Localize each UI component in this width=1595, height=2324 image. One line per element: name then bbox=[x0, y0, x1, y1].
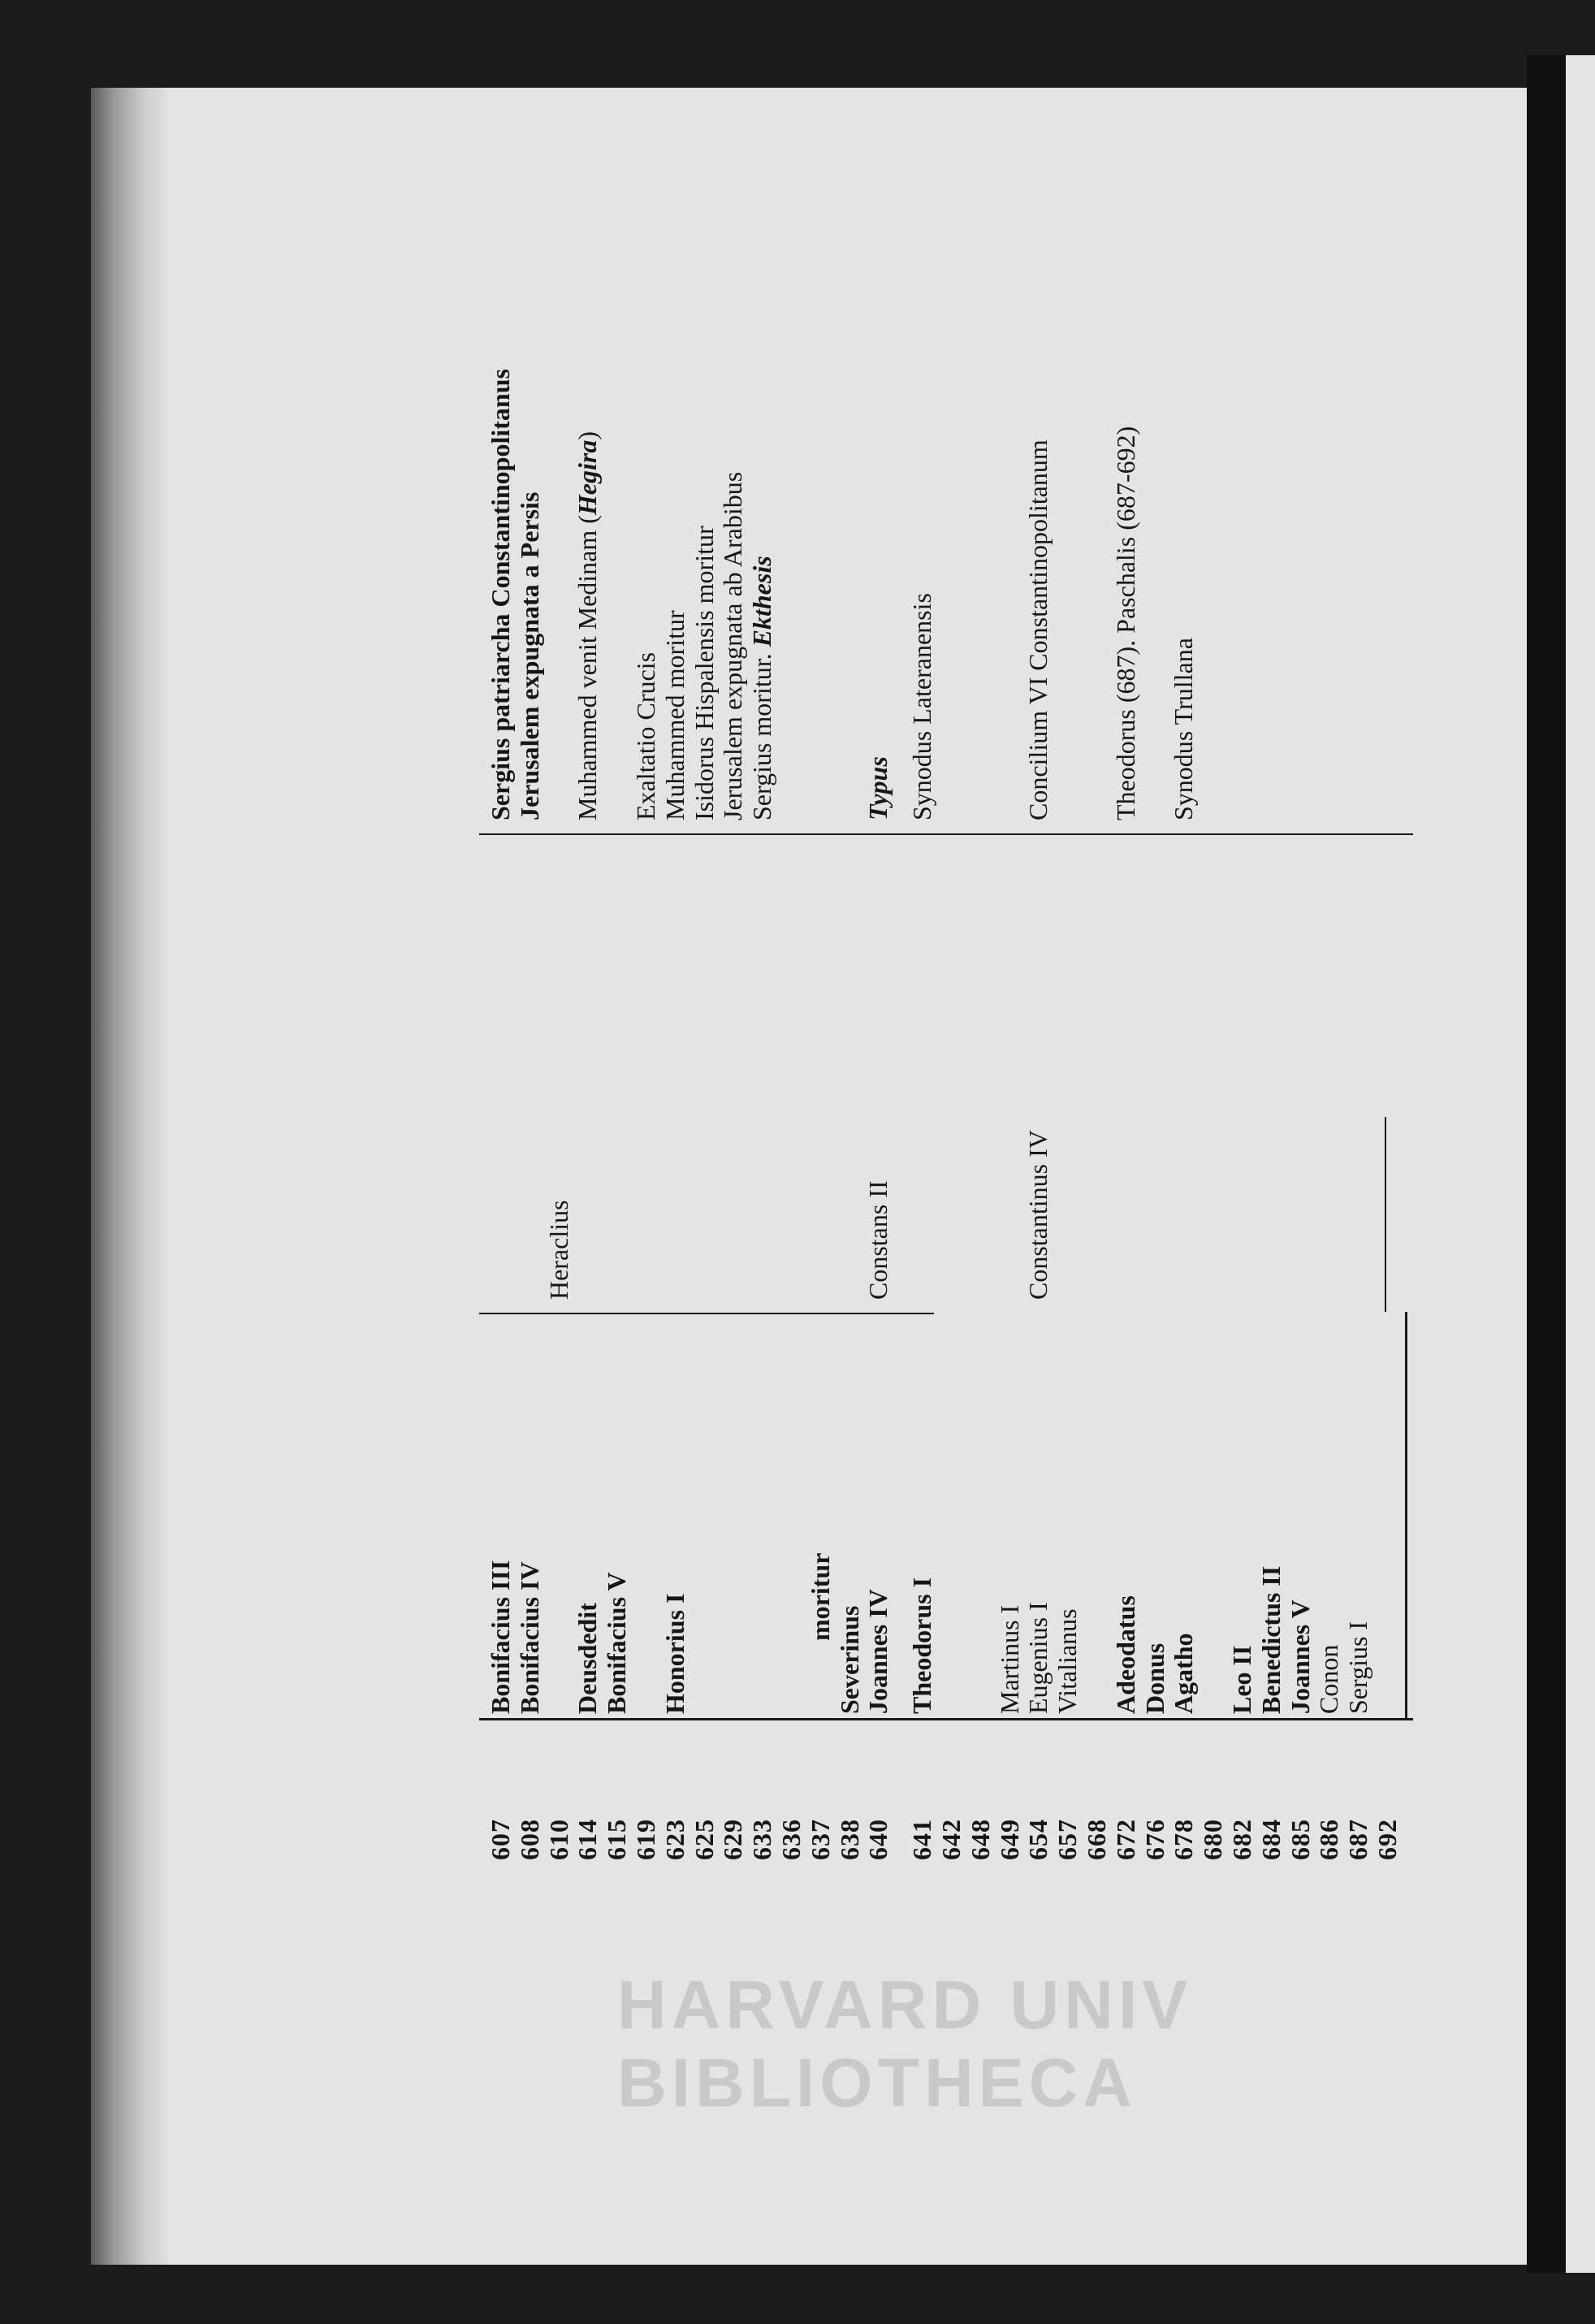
event-text: Jerusalem expugnata a Persis bbox=[514, 491, 544, 820]
year-label: 640 bbox=[863, 1819, 893, 1860]
year-label: 614 bbox=[573, 1819, 603, 1860]
emperors-bottom-rule bbox=[1385, 1117, 1386, 1312]
event-text: Sergius moritur. bbox=[747, 647, 777, 820]
year-label: 638 bbox=[834, 1819, 864, 1860]
year-label: 619 bbox=[631, 1819, 660, 1860]
year-label: 637 bbox=[805, 1819, 835, 1860]
event-text: Muhammed venit Medinam ( bbox=[573, 515, 603, 820]
year-label: 672 bbox=[1110, 1819, 1140, 1860]
year-label: 692 bbox=[1372, 1819, 1402, 1860]
event-entry bbox=[1169, 638, 1198, 820]
event-emphasis: Typus bbox=[863, 756, 893, 820]
event-entry bbox=[631, 652, 660, 820]
year-label: 657 bbox=[1053, 1819, 1083, 1860]
library-stamp bbox=[617, 1966, 1202, 2128]
year-label: 680 bbox=[1198, 1819, 1228, 1860]
pope-entry: Conon bbox=[1314, 1644, 1344, 1714]
event-text: Muhammed moritur bbox=[659, 610, 689, 820]
pope-entry: Bonifacius V bbox=[602, 1572, 632, 1714]
pope-entry: Adeodatus bbox=[1110, 1595, 1140, 1714]
year-label: 678 bbox=[1169, 1819, 1199, 1860]
pope-entry: moritur bbox=[805, 1552, 835, 1641]
pope-entry: Honorius I bbox=[659, 1593, 689, 1714]
event-text: Concilium VI Constantinopolitanum bbox=[1023, 439, 1053, 820]
year-label: 686 bbox=[1314, 1819, 1344, 1860]
pope-entry: Benedictus II bbox=[1256, 1565, 1286, 1714]
pope-entry: Vitalianus bbox=[1053, 1608, 1083, 1714]
emperor-entry: Constans II bbox=[863, 1180, 893, 1300]
pope-entry: Severinus bbox=[834, 1605, 864, 1714]
event-entry bbox=[718, 472, 747, 820]
popes-column-rule bbox=[479, 1718, 1413, 1720]
event-text: Jerusalem expugnata ab Arabibus bbox=[718, 471, 748, 820]
events-column-rule bbox=[479, 833, 1413, 835]
year-label: 641 bbox=[907, 1819, 937, 1860]
year-label: 687 bbox=[1343, 1819, 1373, 1860]
event-text: Theodorus (687). Paschalis (687-692) bbox=[1110, 426, 1140, 820]
event-entry bbox=[515, 492, 544, 820]
year-label: 648 bbox=[965, 1819, 995, 1860]
event-entry bbox=[573, 431, 602, 820]
year-label: 629 bbox=[718, 1819, 748, 1860]
event-text: Isidorus Hispalensis moritur bbox=[689, 526, 719, 820]
event-entry bbox=[660, 610, 689, 820]
stamp-line-2: BIBLIOTHECA bbox=[617, 2045, 1137, 2121]
year-label: 608 bbox=[514, 1819, 544, 1860]
year-label: 685 bbox=[1285, 1819, 1315, 1860]
emperors-column-rule bbox=[479, 1313, 934, 1314]
pope-entry: Agatho bbox=[1169, 1633, 1199, 1714]
year-label: 636 bbox=[776, 1819, 806, 1860]
pope-entry: Bonifacius III bbox=[486, 1560, 515, 1714]
pope-entry: Donus bbox=[1139, 1642, 1169, 1714]
pope-entry: Sergius I bbox=[1343, 1621, 1373, 1714]
event-text: Synodus Lateranensis bbox=[907, 593, 937, 820]
emperor-entry: Constantinus IV bbox=[1023, 1130, 1053, 1300]
top-scan-margin bbox=[0, 0, 1595, 88]
pope-entry: Joannes V bbox=[1285, 1599, 1315, 1714]
year-label: 682 bbox=[1227, 1819, 1256, 1860]
event-entry bbox=[1111, 426, 1140, 820]
year-label: 615 bbox=[602, 1819, 632, 1860]
event-entry bbox=[747, 556, 776, 820]
event-entry bbox=[863, 756, 893, 820]
year-label: 684 bbox=[1256, 1819, 1286, 1860]
pope-entry: Deusdedit bbox=[573, 1603, 603, 1714]
year-label: 625 bbox=[689, 1819, 719, 1860]
event-emphasis: Ekthesis bbox=[747, 556, 777, 647]
year-label: 623 bbox=[659, 1819, 689, 1860]
emperor-entry: Heraclius bbox=[543, 1200, 573, 1300]
event-entry bbox=[486, 369, 515, 820]
event-text: Sergius patriarcha Constantinopolitanus bbox=[486, 369, 515, 820]
event-emphasis: Hegira bbox=[573, 439, 603, 516]
chronology-table bbox=[479, 106, 1413, 1860]
pope-entry: Eugenius I bbox=[1023, 1602, 1053, 1714]
pope-entry: Joannes IV bbox=[863, 1589, 893, 1714]
year-label: 633 bbox=[747, 1819, 777, 1860]
pope-entry: Martinus I bbox=[994, 1604, 1024, 1714]
pope-entry: Bonifacius IV bbox=[514, 1561, 544, 1714]
event-entry bbox=[1023, 439, 1053, 820]
right-scan-margin bbox=[1527, 55, 1566, 2273]
year-label: 676 bbox=[1139, 1819, 1169, 1860]
facing-page-edge bbox=[1566, 55, 1595, 2273]
year-label: 654 bbox=[1023, 1819, 1053, 1860]
year-label: 649 bbox=[994, 1819, 1024, 1860]
event-text: Synodus Trullana bbox=[1169, 638, 1199, 820]
pope-entry: Leo II bbox=[1227, 1645, 1256, 1714]
event-entry bbox=[689, 526, 719, 820]
popes-bottom-rule bbox=[1405, 1312, 1407, 1718]
event-tail: ) bbox=[573, 431, 603, 440]
pope-entry: Theodorus I bbox=[907, 1577, 937, 1714]
year-label: 607 bbox=[486, 1819, 515, 1860]
year-label: 668 bbox=[1082, 1819, 1111, 1860]
stamp-line-1: HARVARD UNIV bbox=[617, 1967, 1193, 2043]
event-entry bbox=[907, 593, 936, 820]
page-gutter bbox=[91, 88, 168, 2265]
event-text: Exaltatio Crucis bbox=[631, 651, 660, 820]
bottom-scan-margin bbox=[0, 2265, 1595, 2324]
year-label: 642 bbox=[936, 1819, 966, 1860]
year-label: 610 bbox=[543, 1819, 573, 1860]
